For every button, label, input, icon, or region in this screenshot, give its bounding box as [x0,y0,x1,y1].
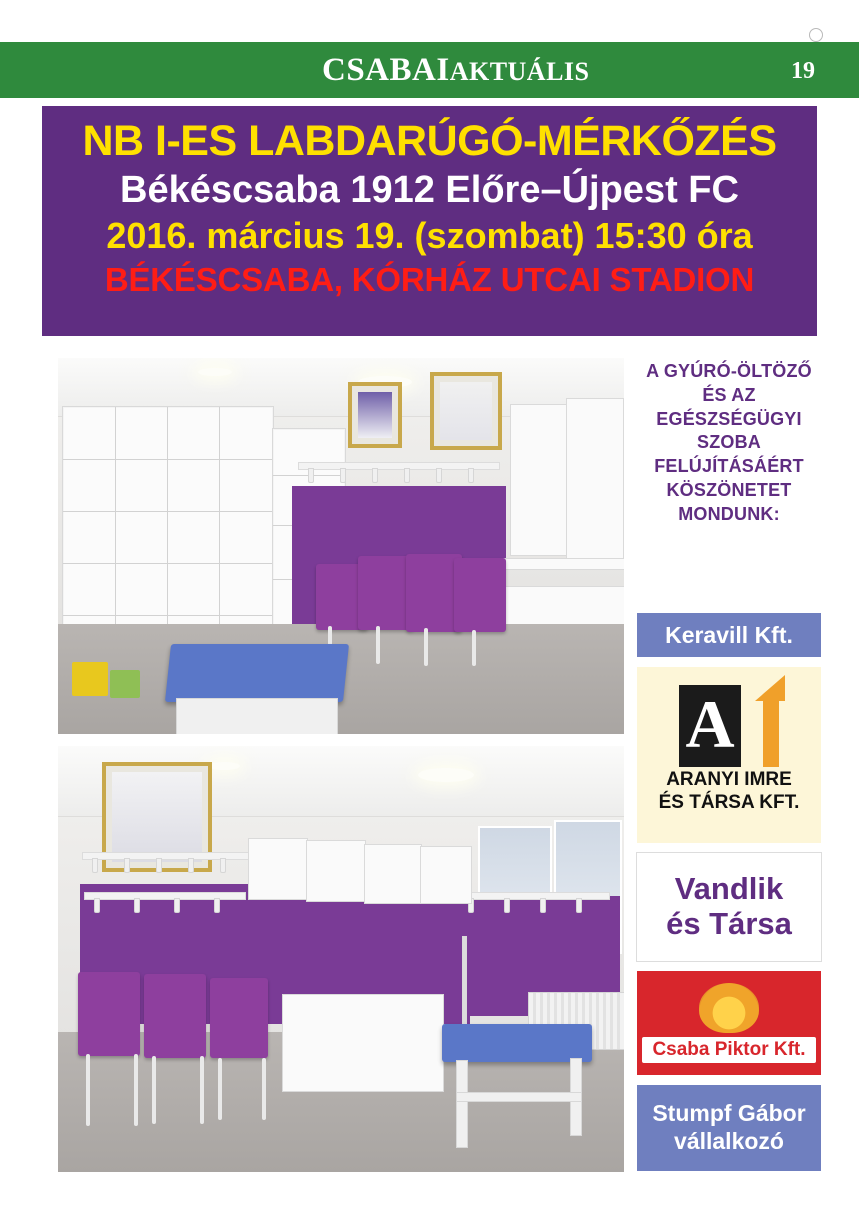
coat-hook-icon [134,898,140,913]
pillar-shape-icon [763,699,779,767]
sponsor-aranyi-label [659,769,800,815]
aranyi-letter-a: A [679,685,741,767]
framed-jersey-picture [348,382,402,448]
yellow-bin [72,662,108,696]
coat-hook-icon [92,858,98,873]
roof-shape-icon [755,675,785,701]
coat-hook-icon [340,468,346,483]
coat-hook-icon [540,898,546,913]
coat-hook-icon [504,898,510,913]
sponsor-stumpf-line1: Stumpf Gábor [652,1100,806,1127]
sponsor-aranyi-line2: ÉS TÁRSA KFT. [658,791,800,813]
coat-hook-icon [220,858,226,873]
hook-rail [84,892,246,900]
framed-jersey-picture [430,372,502,450]
purple-chair [78,972,140,1056]
jersey-image [358,392,392,438]
wall-cabinet [364,844,422,904]
coat-hook-icon [94,898,100,913]
sponsor-vandlik-line2: és Társa [666,906,792,941]
announcement-venue: BÉKÉSCSABA, KÓRHÁZ UTCAI STADION [104,260,755,298]
wall-cabinet [306,840,366,902]
hook-rail [82,852,270,860]
page-header-bar [0,42,859,98]
coat-hook-icon [214,898,220,913]
wall-cabinet [248,838,308,900]
coat-hook-icon [468,468,474,483]
ceiling-light-icon [208,762,240,770]
announcement-headline: NB I-ES LABDARÚGÓ-MÉRKŐZÉS [82,117,777,165]
cabinet-shelf-board [498,558,626,570]
jersey-image [112,772,202,862]
match-announcement-block [40,104,819,338]
green-bin [110,670,140,698]
ceiling-light-icon [418,768,474,782]
massage-bed-frame [176,698,338,736]
sponsor-aranyi-line1: ARANYI IMRE [666,769,792,790]
page-number: 19 [791,58,815,84]
coat-hook-icon [308,468,314,483]
examination-bed-leg [456,1060,468,1148]
photo-medical-room [56,744,626,1174]
purple-chair [144,974,206,1058]
coat-hook-icon [404,468,410,483]
sponsor-vandlik-line1: Vandlik [674,871,784,907]
aranyi-logo-icon [673,675,785,767]
purple-chair [210,978,268,1058]
sponsor-keravill[interactable] [636,612,822,658]
coat-hook-icon [372,468,378,483]
purple-chair [454,558,506,632]
wall-cabinet [566,398,624,560]
sponsor-piktor-label: Csaba Piktor Kft. [642,1037,815,1063]
coat-hook-icon [174,898,180,913]
announcement-datetime: 2016. március 19. (szombat) 15:30 óra [106,215,753,257]
wall-cabinet [420,846,472,904]
registration-mark-icon [809,28,823,42]
sponsor-csaba-piktor[interactable] [636,970,822,1076]
sponsor-stumpf-line2: vállalkozó [674,1128,784,1154]
sponsor-thanks-text: A GYÚRÓ-ÖLTÖZŐ ÉS AZ EGÉSZSÉGÜGYI SZOBA FELÚJÍTÁSÁÉRT KÖSZÖNETET MONDUNK: [646,361,812,524]
sponsor-aranyi-imre[interactable] [636,666,822,844]
coat-hook-icon [436,468,442,483]
jersey-image [440,382,492,440]
photo-locker-room [56,356,626,736]
ceiling-light-icon [198,368,232,376]
sponsor-vandlik[interactable] [636,852,822,962]
coat-hook-icon [156,858,162,873]
coat-hook-icon [576,898,582,913]
publication-title-part1: CSABAI [321,51,450,88]
sponsor-keravill-label: Keravill Kft. [665,621,793,648]
wall-cabinet [510,404,568,556]
photo-scene-bottom [58,746,624,1172]
sponsor-stumpf-gabor[interactable] [636,1084,822,1172]
photo-scene-top [58,358,624,734]
examination-bed-rail [456,1092,582,1102]
hook-rail [458,892,610,900]
storage-bench [282,994,444,1092]
flame-icon [699,983,759,1033]
coat-hook-icon [124,858,130,873]
announcement-teams: Békéscsaba 1912 Előre–Újpest FC [120,169,739,212]
coat-hook-icon [188,858,194,873]
publication-title-part2: AKTUÁLIS [449,56,590,86]
massage-bed [165,644,349,702]
examination-bed [442,1024,592,1062]
